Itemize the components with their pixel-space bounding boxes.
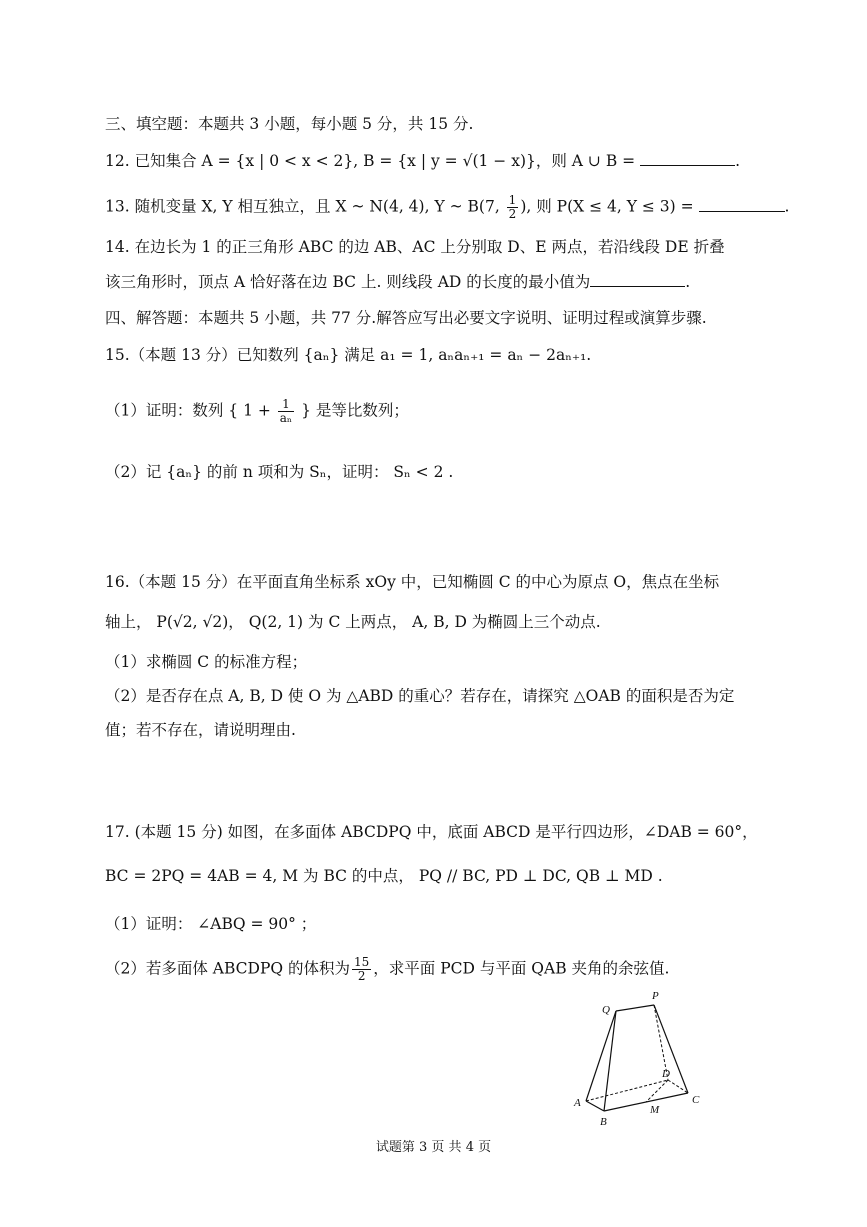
label-Q: Q	[602, 1004, 610, 1016]
q15-fraction	[278, 398, 294, 425]
q16-line1: 16.（本题 15 分）在平面直角坐标系 xOy 中，已知椭圆 C 的中心为原点 O，焦点在坐标	[105, 573, 720, 591]
polyhedron-figure	[570, 985, 710, 1130]
q15-stem: 15.（本题 13 分）已知数列 {aₙ} 满足 a₁ = 1, aₙaₙ₊₁ = aₙ − 2aₙ₊₁.	[105, 346, 592, 364]
q17-line2: BC = 2PQ = 4AB = 4, M 为 BC 的中点， PQ // BC, PD ⊥ DC, QB ⊥ MD .	[105, 867, 663, 885]
q14-end: .	[685, 273, 691, 291]
section4-heading: 四、解答题：本题共 5 小题，共 77 分.解答应写出必要文字说明、证明过程或演算步骤.	[105, 309, 707, 327]
label-D: D	[662, 1068, 670, 1080]
label-M: M	[650, 1104, 660, 1116]
q12-end: .	[735, 152, 740, 170]
edge-AD	[586, 1080, 668, 1101]
q17-p2-a: （2）若多面体 ABCDPQ 的体积为	[105, 959, 351, 978]
q15-p1-b: } 是等比数列；	[296, 401, 409, 420]
q15-frac-den: aₙ	[279, 411, 293, 425]
q16-part2-line1: （2）是否存在点 A, B, D 使 O 为 △ABD 的重心？若存在，请探究 △OAB 的面积是否为定	[105, 687, 735, 705]
q17-frac-num: 15	[354, 955, 370, 969]
q16-line2: 轴上， P(√2, √2)， Q(2, 1) 为 C 上两点， A, B, D 为椭圆上三个动点.	[105, 613, 601, 631]
edge-QP	[616, 1005, 654, 1011]
section3-heading: 三、填空题：本题共 3 小题，每小题 5 分，共 15 分.	[105, 115, 474, 133]
label-P: P	[652, 990, 659, 1002]
q17-line1: 17. (本题 15 分) 如图，在多面体 ABCDPQ 中，底面 ABCD 是平行四边形，∠DAB = 60°，	[105, 823, 758, 841]
q13-end: .	[784, 197, 790, 216]
q13-fraction	[507, 194, 519, 221]
page-footer: 试题第 3 页 共 4 页	[375, 1140, 492, 1155]
edge-AB	[586, 1101, 604, 1111]
q13-text-a: 13. 随机变量 X, Y 相互独立，且 X ~ N(4, 4), Y ~ B(7,	[105, 197, 505, 216]
question-12	[105, 149, 740, 173]
q17-part1: （1）证明： ∠ABQ = 90° ；	[105, 915, 317, 933]
q17-part2	[105, 956, 669, 983]
q14-line2	[105, 270, 690, 294]
q17-frac-den: 2	[357, 969, 366, 983]
edge-DM	[646, 1080, 668, 1102]
q12-text: 12. 已知集合 A = {x | 0 < x < 2}, B = {x | y = √(1 − x)}，则 A ∪ B =	[105, 152, 641, 170]
question-13	[105, 194, 789, 221]
edge-PC	[654, 1005, 688, 1093]
label-B: B	[600, 1116, 607, 1128]
label-A: A	[574, 1097, 581, 1109]
label-C: C	[692, 1094, 700, 1106]
q16-part2-line2: 值；若不存在，请说明理由.	[105, 721, 296, 739]
q15-part1	[105, 398, 409, 425]
q15-frac-num: 1	[278, 398, 294, 412]
q17-p2-b: ，求平面 PCD 与平面 QAB 夹角的余弦值.	[373, 959, 670, 978]
q16-part1: （1）求椭圆 C 的标准方程；	[105, 653, 308, 671]
answer-blank	[640, 149, 735, 166]
edge-QA	[586, 1011, 616, 1101]
q14-line2-text: 该三角形时，顶点 A 恰好落在边 BC 上. 则线段 AD 的长度的最小值为	[105, 273, 591, 291]
q15-p1-a: （1）证明：数列 { 1 +	[105, 401, 276, 420]
q13-frac-den: 2	[508, 207, 517, 221]
answer-blank	[699, 195, 785, 212]
q14-line1: 14. 在边长为 1 的正三角形 ABC 的边 AB、AC 上分别取 D、E 两点，若沿线段 DE 折叠	[105, 238, 725, 256]
q13-text-b: ), 则 P(X ≤ 4, Y ≤ 3) =	[520, 197, 699, 216]
answer-blank	[590, 270, 685, 287]
q13-frac-num: 1	[508, 193, 517, 207]
q17-fraction	[352, 956, 371, 983]
q15-part2: （2）记 {aₙ} 的前 n 项和为 Sₙ，证明： Sₙ < 2 .	[105, 463, 454, 481]
